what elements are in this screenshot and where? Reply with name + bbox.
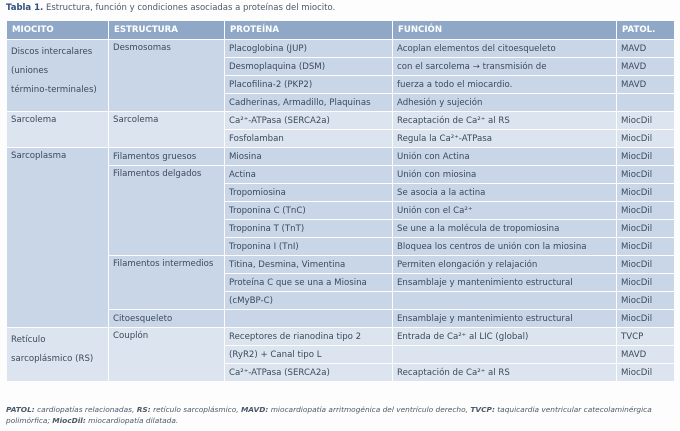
patol-cell: MiocDil: [617, 310, 675, 328]
proteina-cell: (RyR2) + Canal tipo L: [225, 346, 393, 364]
patol-cell: MAVD: [617, 346, 675, 364]
miocito-line: sarcoplásmico (RS): [11, 354, 94, 364]
estructura-cell: Filamentos gruesos: [109, 148, 225, 166]
estructura-cell: Sarcolema: [109, 112, 225, 148]
funcion-cell: Ensamblaje y mantenimiento estructural: [393, 274, 617, 292]
funcion-cell: Se une a la molécula de tropomiosina: [393, 220, 617, 238]
patol-cell: MiocDil: [617, 184, 675, 202]
estructura-cell: Filamentos intermedios: [109, 256, 225, 310]
table-caption: [6, 3, 335, 13]
funcion-cell: Entrada de Ca²⁺ al LIC (global): [393, 328, 617, 346]
patol-cell: [617, 94, 675, 112]
funcion-cell: [393, 292, 617, 310]
header-funcion: FUNCIÓN: [393, 21, 617, 40]
header-miocito: MIOCITO: [7, 21, 109, 40]
funcion-cell: Unión con Actina: [393, 148, 617, 166]
patol-cell: MiocDil: [617, 202, 675, 220]
footnote-abbr: MiocDil:: [52, 416, 86, 425]
header-estructura: ESTRUCTURA: [109, 21, 225, 40]
footnote-def: taquicardia ventricular catecolaminérgica polimórfica;: [6, 405, 652, 425]
proteina-cell: Placoglobina (JUP): [225, 40, 393, 58]
miocito-line: Retículo: [11, 335, 46, 345]
proteina-cell: Placofilina-2 (PKP2): [225, 76, 393, 94]
miocito-cell: [7, 40, 109, 112]
funcion-cell: Recaptación de Ca²⁺ al RS: [393, 112, 617, 130]
proteina-cell: Troponina T (TnT): [225, 220, 393, 238]
funcion-cell: Adhesión y sujeción: [393, 94, 617, 112]
caption-label: Tabla 1.: [6, 3, 44, 13]
funcion-cell: Unión con miosina: [393, 166, 617, 184]
miocito-cell: Sarcolema: [7, 112, 109, 148]
proteina-cell: Miosina: [225, 148, 393, 166]
proteina-cell: Ca²⁺-ATPasa (SERCA2a): [225, 112, 393, 130]
patol-cell: MiocDil: [617, 130, 675, 148]
footnote-def: cardiopatías relacionadas,: [37, 405, 135, 414]
footnote-abbr: TVCP:: [470, 405, 495, 414]
table-row: [7, 40, 675, 58]
proteina-cell: Titina, Desmina, Vimentina: [225, 256, 393, 274]
funcion-cell: Acoplan elementos del citoesqueleto: [393, 40, 617, 58]
footnote-def: miocardiopatía arritmogénica del ventrículo derecho,: [270, 405, 468, 414]
patol-cell: MiocDil: [617, 112, 675, 130]
funcion-cell: Regula la Ca²⁺-ATPasa: [393, 130, 617, 148]
patol-cell: MiocDil: [617, 256, 675, 274]
footnote-abbr: MAVD:: [240, 405, 269, 414]
footnote-def: retículo sarcoplásmico,: [153, 405, 239, 414]
proteina-cell: Fosfolamban: [225, 130, 393, 148]
patol-cell: MiocDil: [617, 274, 675, 292]
funcion-cell: [393, 346, 617, 364]
proteina-cell: Receptores de rianodina tipo 2: [225, 328, 393, 346]
estructura-cell: Citoesqueleto: [109, 310, 225, 328]
protein-table: [6, 20, 675, 382]
funcion-cell: Permiten elongación y relajación: [393, 256, 617, 274]
miocito-line: (uniones: [11, 66, 49, 76]
footnote-def: miocardiopatía dilatada.: [88, 416, 179, 425]
proteina-cell: Desmoplaquina (DSM): [225, 58, 393, 76]
proteina-cell: (cMyBP-C): [225, 292, 393, 310]
patol-cell: MAVD: [617, 76, 675, 94]
patol-cell: MiocDil: [617, 220, 675, 238]
table-row: [7, 328, 675, 346]
patol-cell: MiocDil: [617, 292, 675, 310]
proteina-cell: Actina: [225, 166, 393, 184]
funcion-cell: Ensamblaje y mantenimiento estructural: [393, 310, 617, 328]
miocito-line: Discos intercalares: [11, 47, 93, 57]
table-footnote: [6, 404, 674, 426]
patol-cell: MiocDil: [617, 364, 675, 382]
miocito-cell: Sarcoplasma: [7, 148, 109, 328]
table-row: [7, 112, 675, 130]
proteina-cell: Ca²⁺-ATPasa (SERCA2a): [225, 364, 393, 382]
miocito-cell: [7, 328, 109, 382]
footnote-abbr: PATOL:: [6, 405, 35, 414]
funcion-cell: Recaptación de Ca²⁺ al RS: [393, 364, 617, 382]
estructura-cell: Desmosomas: [109, 40, 225, 112]
patol-cell: MiocDil: [617, 166, 675, 184]
patol-cell: MAVD: [617, 58, 675, 76]
patol-cell: TVCP: [617, 328, 675, 346]
header-proteina: PROTEÍNA: [225, 21, 393, 40]
header-patol: PATOL.: [617, 21, 675, 40]
estructura-cell: Couplón: [109, 328, 225, 382]
patol-cell: MiocDil: [617, 238, 675, 256]
funcion-cell: fuerza a todo el miocardio.: [393, 76, 617, 94]
proteina-cell: Troponina C (TnC): [225, 202, 393, 220]
proteina-cell: Tropomiosina: [225, 184, 393, 202]
proteina-cell: Proteína C que se una a Miosina: [225, 274, 393, 292]
header-row: [7, 21, 675, 40]
proteina-cell: Troponina I (TnI): [225, 238, 393, 256]
funcion-cell: Unión con el Ca²⁺: [393, 202, 617, 220]
patol-cell: MiocDil: [617, 148, 675, 166]
footnote-abbr: RS:: [136, 405, 151, 414]
funcion-cell: Bloquea los centros de unión con la miosina: [393, 238, 617, 256]
proteina-cell: Cadherinas, Armadillo, Plaquinas: [225, 94, 393, 112]
table-row: [7, 148, 675, 166]
proteina-cell: [225, 310, 393, 328]
estructura-cell: Filamentos delgados: [109, 166, 225, 256]
funcion-cell: Se asocia a la actina: [393, 184, 617, 202]
miocito-line: término-terminales): [11, 85, 97, 95]
funcion-cell: con el sarcolema → transmisión de: [393, 58, 617, 76]
caption-text: Estructura, función y condiciones asociadas a proteínas del miocito.: [45, 3, 336, 13]
patol-cell: MAVD: [617, 40, 675, 58]
